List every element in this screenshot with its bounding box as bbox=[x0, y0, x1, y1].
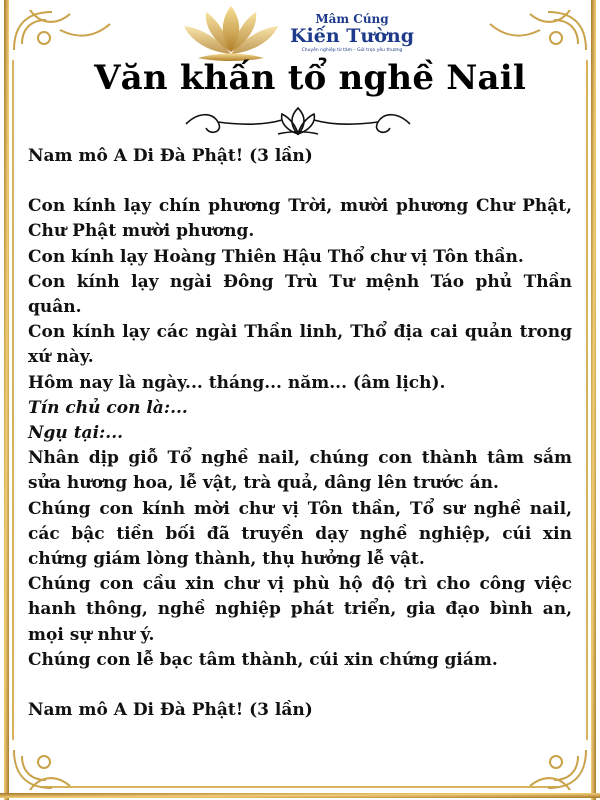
prayer-line: Hôm nay là ngày... tháng... năm... (âm lịch). bbox=[28, 372, 446, 393]
prayer-line: Con kính lạy Hoàng Thiên Hậu Thổ chư vị Tôn thần. bbox=[28, 246, 524, 267]
ornamental-divider-icon bbox=[178, 104, 418, 140]
brand-tagline: Chuyên nghiệp từ tâm – Gửi trọn yêu thương bbox=[301, 48, 403, 53]
lotus-logo-icon bbox=[168, 2, 294, 64]
prayer-line: Chúng con cầu xin chư vị phù hộ độ trì cho công việc hanh thông, nghề nghiệp phát triển, gia đạo bình an, mọi sự như ý. bbox=[28, 574, 572, 645]
prayer-line: Con kính lạy chín phương Trời, mười phương Chư Phật, Chư Phật mười phương. bbox=[28, 196, 572, 242]
prayer-line: Chúng con lễ bạc tâm thành, cúi xin chứng giám. bbox=[28, 649, 498, 670]
prayer-line: Chúng con kính mời chư vị Tôn thần, Tổ sư nghề nail, các bậc tiền bối đã truyền dạy nghề nghiệp, cúi xin chứng giám lòng thành, thụ hưởng lễ vật. bbox=[28, 498, 572, 570]
prayer-line: Con kính lạy các ngài Thần linh, Thổ địa cai quản trong xứ này. bbox=[28, 322, 572, 368]
prayer-line: Tín chủ con là:... bbox=[28, 397, 188, 418]
prayer-line: Nam mô A Di Đà Phật! (3 lần) bbox=[28, 146, 313, 166]
page-title: Văn khấn tổ nghề Nail bbox=[94, 58, 526, 98]
brand-subtitle: Mâm Cúng bbox=[315, 12, 389, 26]
brand-title: Kiến Tường bbox=[290, 25, 414, 47]
brand-name bbox=[282, 12, 422, 53]
corner-ornament-bottom-left bbox=[14, 750, 70, 790]
prayer-line: Nam mô A Di Đà Phật! (3 lần) bbox=[28, 700, 313, 721]
prayer-line: Ngụ tại:... bbox=[28, 423, 124, 444]
prayer-line: Con kính lạy ngài Đông Trù Tư mệnh Táo phủ Thần quân. bbox=[28, 271, 572, 318]
prayer-line: Nhân dịp giỗ Tổ nghề nail, chúng con thành tâm sắm sửa hương hoa, lễ vật, trà quả, dâng lên trước án. bbox=[28, 448, 572, 494]
corner-ornament-bottom-right bbox=[530, 750, 586, 790]
prayer-text bbox=[28, 144, 572, 723]
